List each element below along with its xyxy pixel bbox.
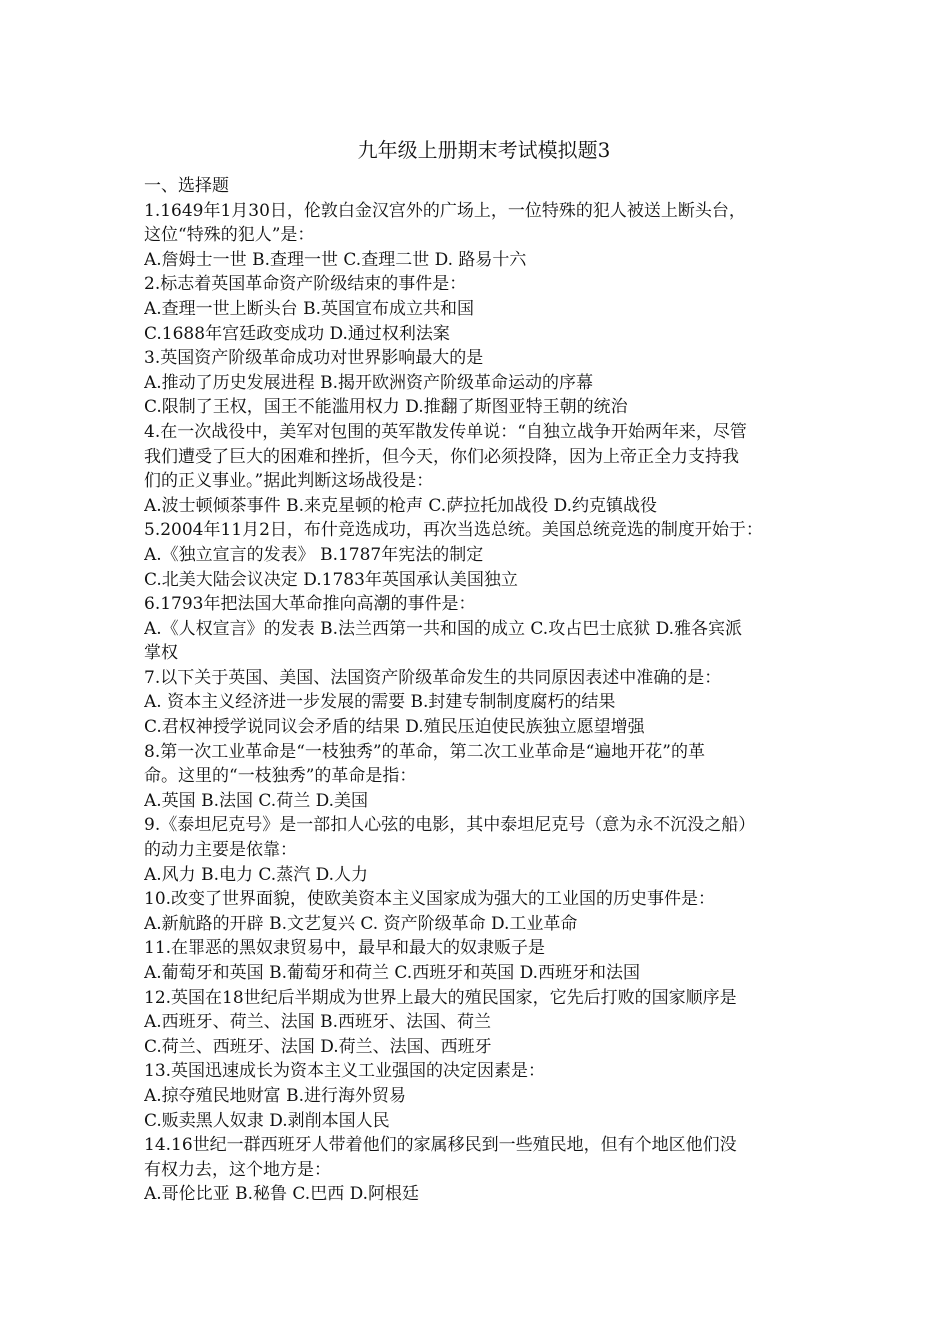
text-line: A.《人权宣言》的发表 B.法兰西第一共和国的成立 C.攻占巴士底狱 D.雅各宾派 xyxy=(144,618,743,639)
text-line: A.哥伦比亚 B.秘鲁 C.巴西 D.阿根廷 xyxy=(144,1184,420,1205)
text-line: A.《独立宣言的发表》 B.1787年宪法的制定 xyxy=(144,544,484,565)
document-body xyxy=(144,134,824,1207)
text-line: 1.1649年1月30日，伦敦白金汉宫外的广场上，一位特殊的犯人被送上断头台， xyxy=(144,200,746,221)
text-line: C.北美大陆会议决定 D.1783年英国承认美国独立 xyxy=(144,569,518,590)
text-line: 3.英国资产阶级革命成功对世界影响最大的是 xyxy=(144,348,484,369)
text-line: 我们遭受了巨大的困难和挫折，但今天，你们必须投降，因为上帝正全力支持我 xyxy=(144,446,739,467)
text-line: 这位“特殊的犯人”是： xyxy=(144,225,315,246)
text-line: A.波士顿倾茶事件 B.来克星顿的枪声 C.萨拉托加战役 D.约克镇战役 xyxy=(144,495,658,516)
text-line: A. 资本主义经济进一步发展的需要 B.封建专制制度腐朽的结果 xyxy=(144,692,616,713)
text-line: 2.标志着英国革命资产阶级结束的事件是： xyxy=(144,274,467,295)
text-line: A.西班牙、荷兰、法国 B.西班牙、法国、荷兰 xyxy=(144,1012,491,1033)
question-list xyxy=(144,199,824,1207)
section-heading: 一、选择题 xyxy=(144,176,229,196)
text-line: 7.以下关于英国、美国、法国资产阶级革命发生的共同原因表述中准确的是： xyxy=(144,667,722,688)
text-line: 14.16世纪一群西班牙人带着他们的家属移民到一些殖民地，但有个地区他们没 xyxy=(144,1135,737,1156)
text-line: 12.英国在18世纪后半期成为世界上最大的殖民国家，它先后打败的国家顺序是 xyxy=(144,987,737,1008)
page-title: 九年级上册期末考试模拟题3 xyxy=(357,138,611,162)
text-line: A.风力 B.电力 C.蒸汽 D.人力 xyxy=(144,864,369,885)
text-line: 有权力去，这个地方是： xyxy=(144,1159,331,1180)
text-line: C.贩卖黑人奴隶 D.剥削本国人民 xyxy=(144,1110,390,1131)
text-line: 5.2004年11月2日，布什竞选成功，再次当选总统。美国总统竞选的制度开始于： xyxy=(144,520,763,541)
text-line: C.限制了王权，国王不能滥用权力 D.推翻了斯图亚特王朝的统治 xyxy=(144,397,628,418)
text-line: 10.改变了世界面貌，使欧美资本主义国家成为强大的工业国的历史事件是： xyxy=(144,889,716,910)
text-line: 们的正义事业。”据此判断这场战役是： xyxy=(144,471,434,492)
text-line: C.1688年宫廷政变成功 D.通过权利法案 xyxy=(144,323,450,344)
text-line: C.荷兰、西班牙、法国 D.荷兰、法国、西班牙 xyxy=(144,1036,492,1057)
text-line: A.新航路的开辟 B.文艺复兴 C. 资产阶级革命 D.工业革命 xyxy=(144,913,578,934)
text-line: 9.《泰坦尼克号》是一部扣人心弦的电影，其中泰坦尼克号（意为永不沉没之船） xyxy=(144,815,756,836)
text-line: 命。这里的“一枝独秀”的革命是指： xyxy=(144,766,417,787)
text-line: 11.在罪恶的黑奴隶贸易中，最早和最大的奴隶贩子是 xyxy=(144,938,546,959)
text-line: 13.英国迅速成长为资本主义工业强国的决定因素是： xyxy=(144,1061,546,1082)
text-line: A.推动了历史发展进程 B.揭开欧洲资产阶级革命运动的序幕 xyxy=(144,372,593,393)
text-line: 8.第一次工业革命是“一枝独秀”的革命，第二次工业革命是“遍地开花”的革 xyxy=(144,741,705,762)
text-line: 6.1793年把法国大革命推向高潮的事件是： xyxy=(144,594,476,615)
text-line: C.君权神授学说同议会矛盾的结果 D.殖民压迫使民族独立愿望增强 xyxy=(144,717,645,738)
text-line: A.葡萄牙和英国 B.葡萄牙和荷兰 C.西班牙和英国 D.西班牙和法国 xyxy=(144,963,641,983)
text-line: A.英国 B.法国 C.荷兰 D.美国 xyxy=(144,790,369,811)
text-line: 的动力主要是依靠： xyxy=(144,840,297,861)
text-line: A.詹姆士一世 B.查理一世 C.查理二世 D. 路易十六 xyxy=(144,249,527,270)
text-line: 掌权 xyxy=(144,643,178,664)
text-line: A.查理一世上断头台 B.英国宣布成立共和国 xyxy=(144,298,474,319)
text-line: 4.在一次战役中，美军对包围的英军散发传单说：“自独立战争开始两年来，尽管 xyxy=(144,421,747,442)
text-line: A.掠夺殖民地财富 B.进行海外贸易 xyxy=(144,1085,406,1106)
